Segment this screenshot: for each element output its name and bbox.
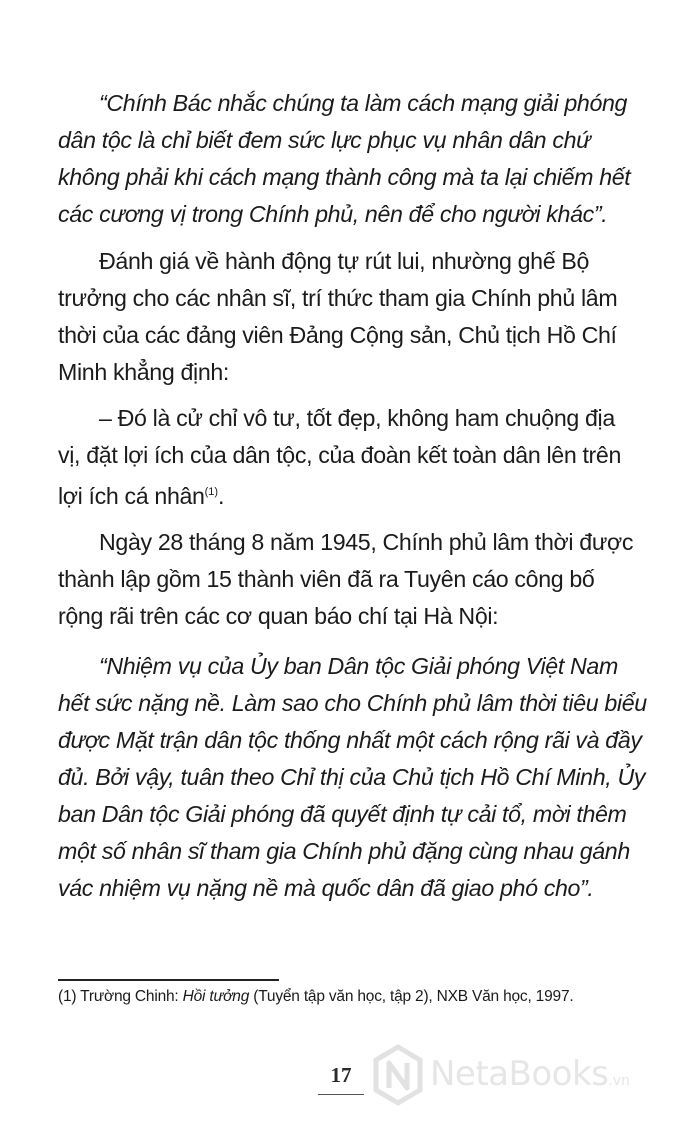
footnote-reference: (1) (204, 486, 219, 498)
page-number-underline (318, 1094, 364, 1095)
watermark-suffix: .vn (608, 1073, 630, 1089)
text-line: – Đó là cử chỉ vô tư, tốt đẹp, không ham chuộng địa (99, 405, 615, 431)
text-line: vác nhiệm vụ nặng nề mà quốc dân đã giao phó cho”. (58, 875, 594, 901)
footnote-title: Hồi tưởng (182, 988, 250, 1005)
text-line: các cương vị trong Chính phủ, nên để cho người khác”. (58, 201, 608, 227)
quote-paragraph-5 (58, 648, 647, 907)
body-paragraph-3 (58, 400, 628, 515)
text-line: “Nhiệm vụ của Ủy ban Dân tộc Giải phóng Việt Nam (99, 653, 618, 679)
footnote-details: (Tuyển tập văn học, tập 2), NXB Văn học, 1997. (249, 988, 574, 1005)
watermark-brand: NetaBooks (430, 1054, 609, 1094)
text-line: hết sức nặng nề. Làm sao cho Chính phủ lâm thời tiêu biểu (58, 690, 647, 716)
text-line: vị, đặt lợi ích của dân tộc, của đoàn kết toàn dân lên trên (58, 442, 622, 468)
text-line: dân tộc là chỉ biết đem sức lực phục vụ nhân dân chứ (58, 127, 591, 153)
quote-paragraph-1 (58, 85, 631, 233)
netabooks-logo-icon (372, 1044, 424, 1106)
footnote-divider (58, 979, 279, 981)
text-line: Đánh giá về hành động tự rút lui, nhường ghế Bộ (99, 248, 590, 274)
watermark-text (430, 1054, 630, 1101)
netabooks-watermark (372, 1042, 692, 1112)
text-fragment: . (218, 483, 225, 509)
footnote-author: Trường Chinh: (76, 988, 183, 1005)
text-line: “Chính Bác nhắc chúng ta làm cách mạng giải phóng (99, 90, 628, 116)
text-line: Minh khẳng định: (58, 359, 230, 385)
text-line: không phải khi cách mạng thành công mà ta lại chiếm hết (58, 164, 631, 190)
footnote (58, 987, 658, 1007)
text-line: một số nhân sĩ tham gia Chính phủ đặng cùng nhau gánh (58, 838, 630, 864)
text-line: Ngày 28 tháng 8 năm 1945, Chính phủ lâm thời được (99, 529, 634, 555)
text-line: thành lập gồm 15 thành viên đã ra Tuyên cáo công bố (58, 566, 595, 592)
text-line: được Mặt trận dân tộc thống nhất một cách rộng rãi và đầy (58, 727, 642, 753)
text-fragment: lợi ích cá nhân (58, 483, 205, 509)
text-line: trưởng cho các nhân sĩ, trí thức tham gia Chính phủ lâm (58, 285, 618, 311)
text-line: đủ. Bởi vậy, tuân theo Chỉ thị của Chủ tịch Hồ Chí Minh, Ủy (58, 764, 646, 790)
text-line-with-footnote (58, 474, 628, 515)
page-number: 17 (330, 1063, 352, 1087)
footnote-number: (1) (58, 988, 77, 1005)
body-paragraph-2 (58, 243, 628, 391)
text-line: thời của các đảng viên Đảng Cộng sản, Chủ tịch Hồ Chí (58, 322, 617, 348)
body-paragraph-4 (58, 524, 634, 635)
text-line: ban Dân tộc Giải phóng đã quyết định tự cải tổ, mời thêm (58, 801, 627, 827)
text-line: rộng rãi trên các cơ quan báo chí tại Hà Nội: (58, 603, 499, 629)
